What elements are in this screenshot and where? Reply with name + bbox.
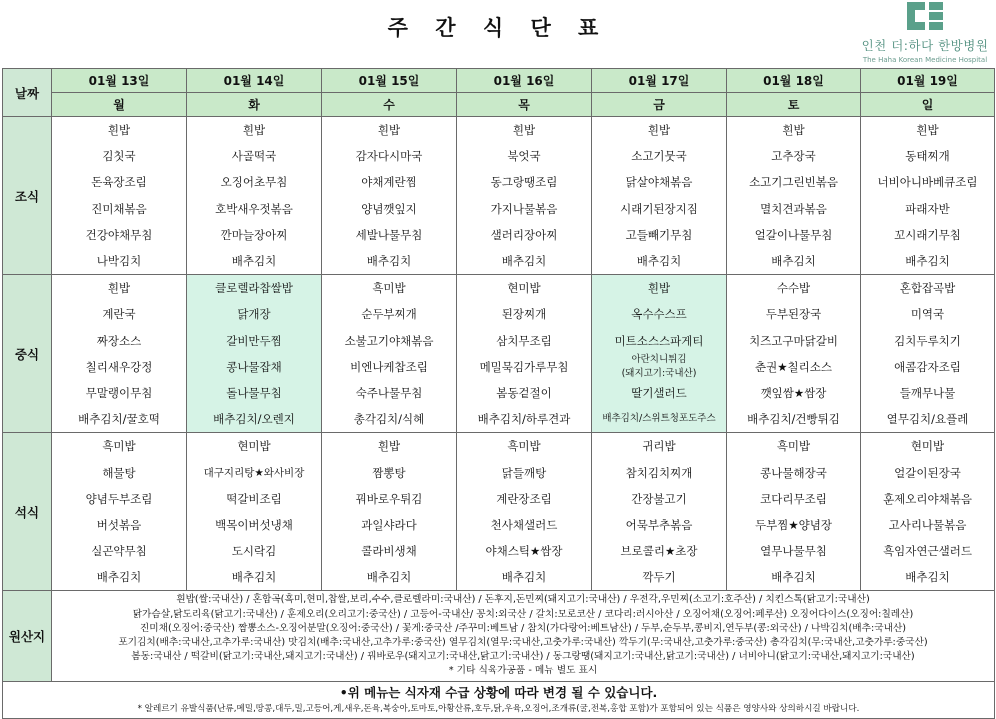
dish-item: 닭들깨탕: [501, 465, 547, 480]
dish-item: 배추김치: [96, 570, 142, 585]
dish-item: 양념두부조림: [85, 491, 153, 506]
breakfast-day-cell: [457, 117, 592, 275]
dish-item: 백목이버섯냉채: [215, 517, 293, 532]
page-title: 주 간 식 단 표: [387, 16, 609, 40]
dish-item: 도시락김: [231, 544, 277, 559]
dish-item: 메밀묵김가루무침: [479, 359, 569, 374]
dish-item: 배추김치: [905, 254, 950, 269]
dish-item: 계란국: [102, 307, 136, 322]
dish-item: 참치김치찌개: [625, 465, 693, 480]
dish-item: 돈육장조림: [91, 175, 147, 190]
dish-item: 흑임자연근샐러드: [883, 544, 972, 559]
dish-item: 배추김치/하루견과: [477, 412, 571, 427]
dish-item: 브로콜리★초장: [620, 544, 698, 559]
date-cell: 01월 13일: [52, 69, 187, 93]
dish-item: 배추김치/건빵튀김: [747, 412, 840, 427]
origin-line: 봄동:국내산 / 떡갈비(닭고기:국내산,돼지고기:국내산) / 꿔바로우(돼지고기:국내산,닭고기:국내산) / 동그랑땡(돼지고기:국내산,닭고기:국내산) / 너비아니(닭고기:국내산,돼지고기:국내산): [131, 651, 915, 663]
dish-item: 숙주나물무침: [355, 385, 423, 400]
dish-item: 열무나물무침: [760, 544, 827, 559]
date-cell: 01월 18일: [727, 69, 861, 93]
dish-item: 깻잎쌈★쌈장: [760, 385, 827, 400]
dish-item: 흰밥: [377, 123, 401, 138]
dish-item: 삼치무조림: [496, 333, 552, 348]
dish-item: 미트소스스파게티: [614, 333, 704, 348]
dish-item: 가지나물볶음: [490, 201, 558, 216]
dish-item: 치즈고구마닭갈비: [749, 333, 838, 348]
dish-item: 아란치니튀김 (돼지고기:국내산): [621, 353, 697, 379]
dish-item: 배추김치: [501, 570, 547, 585]
dish-item: 배추김치: [905, 570, 950, 585]
lunch-day-cell: [727, 275, 861, 433]
dish-item: 두부된장국: [765, 307, 822, 322]
dish-item: 짬뽕탕: [372, 465, 406, 480]
dish-item: 현미밥: [237, 439, 271, 454]
weekday-cell: 토: [727, 93, 861, 117]
breakfast-day-cell: [861, 117, 995, 275]
dish-item: 김칫국: [102, 149, 136, 164]
dish-item: 호박새우젓볶음: [215, 201, 293, 216]
dinner-day-cell: [861, 433, 995, 591]
logo-subtitle: The Haha Korean Medicine Hospital: [862, 56, 988, 64]
weekly-menu-table: [2, 68, 995, 719]
dish-item: 콜라비생채: [361, 544, 417, 559]
dish-item: 해물탕: [102, 465, 136, 480]
dish-item: 배추김치: [636, 254, 682, 269]
dish-item: 흰밥: [512, 123, 536, 138]
date-cell: 01월 14일: [187, 69, 322, 93]
dish-item: 두부찜★양념장: [755, 517, 832, 532]
lunch-day-cell: [322, 275, 457, 433]
dish-item: 흑미밥: [776, 439, 811, 454]
dish-item: 들깨무나물: [899, 385, 956, 400]
origin-info: [52, 591, 995, 681]
dish-item: 딸기샐러드: [631, 385, 687, 400]
dish-item: 배추김치: [231, 570, 277, 585]
dish-item: 고추장국: [771, 149, 816, 164]
dish-item: 현미밥: [507, 281, 541, 296]
dish-item: 깍두기: [642, 570, 676, 585]
dish-item: 꿔바로우튀김: [355, 491, 423, 506]
dish-item: 동태찌개: [905, 149, 950, 164]
dish-item: 옥수수스프: [631, 307, 687, 322]
date-cell: 01월 19일: [861, 69, 995, 93]
weekday-cell: 월: [52, 93, 187, 117]
dish-item: 닭개장: [237, 307, 271, 322]
weekday-cell: 금: [592, 93, 727, 117]
notice-section: [3, 681, 995, 718]
dish-item: 과일샤라다: [361, 517, 417, 532]
origin-line: 닭가슴살,닭도리육(닭고기:국내산) / 훈제오리(오리고기:중국산) / 고등어-국내산/ 꽁치:외국산 / 갈치:모로코산 / 코다리:러시아산 / 오징어채(오징어:페루산) 오징어다이스(오징어:칠레산): [132, 608, 914, 620]
dish-item: 배추김치/오렌지: [213, 412, 295, 427]
dinner-day-cell: [727, 433, 861, 591]
dish-item: 야채계란찜: [361, 175, 417, 190]
dish-item: 춘권★칠리소스: [755, 359, 832, 374]
dish-item: 세발나물무침: [355, 227, 423, 242]
dish-item: 흑미밥: [507, 439, 541, 454]
dish-item: 배추김치/꿀호떡: [78, 412, 160, 427]
date-cell: 01월 16일: [457, 69, 592, 93]
dish-item: 현미밥: [910, 439, 945, 454]
dish-item: 어묵부추볶음: [625, 517, 693, 532]
date-cell: 01월 15일: [322, 69, 457, 93]
lunch-day-cell: [187, 275, 322, 433]
lunch-label: 중식: [3, 275, 52, 433]
breakfast-label: 조식: [3, 117, 52, 275]
date-cell: 01월 17일: [592, 69, 727, 93]
dish-item: 파래자반: [905, 201, 950, 216]
dish-item: 시래기된장지짐: [620, 201, 698, 216]
dish-item: 버섯볶음: [96, 517, 142, 532]
dish-item: 닭살야채볶음: [625, 175, 693, 190]
dish-item: 감자다시마국: [355, 149, 423, 164]
dish-item: 콩나물잡채: [226, 359, 282, 374]
dish-item: 흰밥: [916, 123, 939, 138]
dish-item: 계란장조림: [496, 491, 552, 506]
dish-item: 애콤감자조림: [894, 359, 961, 374]
dish-item: 배추김치: [366, 570, 412, 585]
weekday-cell: 목: [457, 93, 592, 117]
dish-item: 얼갈이나물무침: [754, 227, 833, 242]
dish-item: 흰밥: [107, 281, 131, 296]
breakfast-day-cell: [592, 117, 727, 275]
dish-item: 나박김치: [96, 254, 142, 269]
dish-item: 봄동겉절이: [496, 385, 552, 400]
logo-mark-icon: [907, 2, 943, 30]
dish-item: 간장불고기: [631, 491, 687, 506]
dish-item: 소고기그린빈볶음: [749, 175, 838, 190]
dish-item: 배추김치/스위트청포도주스: [602, 413, 716, 425]
dish-item: 흑미밥: [102, 439, 136, 454]
date-label: 날짜: [3, 69, 52, 117]
dish-item: 동그랑땡조림: [490, 175, 558, 190]
dish-item: 콩나물해장국: [760, 465, 827, 480]
dish-item: 얼갈이된장국: [894, 465, 961, 480]
origin-line: 포기김치(배추:국내산,고추가루:국내산) 맛김치(배추:국내산,고추가루:중국산) 열무김치(열무:국내산,고춧가루:국내산) 깍두기(무:국내산,고춧가루:중국산) 총각김치(무:국내산,고춧가루:중국산): [118, 636, 928, 648]
origin-line: 흰밥(쌀:국내산) / 혼합곡(흑미,현미,찹쌀,보리,수수,클로렐라미:국내산) / 돈후지,돈민찌(돼지고기:국내산) / 우전각,우민찌(소고기:호주산) / 치킨스톡(닭고기:국내산): [176, 594, 870, 606]
dish-item: 천사채샐러드: [490, 517, 558, 532]
dish-item: 코다리무조림: [760, 491, 827, 506]
dish-item: 비엔나케찹조림: [350, 359, 428, 374]
lunch-day-cell: [52, 275, 187, 433]
breakfast-day-cell: [322, 117, 457, 275]
dish-item: 수수밥: [776, 281, 811, 296]
dinner-day-cell: [52, 433, 187, 591]
dish-item: 혼합잡곡밥: [899, 281, 956, 296]
dish-item: 흰밥: [647, 281, 671, 296]
dish-item: 흰밥: [107, 123, 131, 138]
breakfast-day-cell: [727, 117, 861, 275]
dish-item: 흰밥: [782, 123, 805, 138]
dish-item: 소불고기야채볶음: [344, 333, 434, 348]
dish-item: 꼬시래기무침: [894, 227, 961, 242]
dish-item: 고들빼기무침: [625, 227, 693, 242]
hospital-logo: [857, 2, 993, 68]
dish-item: 멸치견과볶음: [760, 201, 827, 216]
dish-item: 배추김치: [771, 254, 816, 269]
logo-name: 인천 더:하다 한방병원: [861, 38, 989, 53]
weekday-cell: 화: [187, 93, 322, 117]
dish-item: 깐마늘장아찌: [220, 227, 288, 242]
dish-item: 짜장소스: [96, 333, 142, 348]
dish-item: 무말랭이무침: [85, 385, 153, 400]
dish-item: 떡갈비조림: [226, 491, 282, 506]
lunch-day-cell: [592, 275, 727, 433]
origin-label: 원산지: [3, 591, 52, 681]
breakfast-day-cell: [52, 117, 187, 275]
dish-item: 배추김치: [771, 570, 816, 585]
lunch-day-cell: [861, 275, 995, 433]
dish-item: 야채스틱★쌈장: [485, 544, 563, 559]
origin-line: 진미채(오징어:중국산) 짬뽕소스-오징어분말(오징어:중국산) / 꽃게:중국산 /주꾸미:베트남 / 참치(가다랑어:베트남산) / 두부,순두부,콩비지,연두부(콩:외국산) / 나박김치(배추:국내산): [139, 622, 907, 634]
dish-item: 진미채볶음: [91, 201, 147, 216]
dish-item: 미역국: [910, 307, 945, 322]
dish-item: 훈제오리야채볶음: [883, 491, 972, 506]
lunch-day-cell: [457, 275, 592, 433]
allergy-notice: * 알레르기 유발식품(난류,메밀,땅콩,대두,밀,고등어,게,새우,돈육,복숭아,토마토,아황산류,호두,닭,우육,오징어,조개류(굴,전복,홍합 포함)가 포함되어 있는 식품은 영양사와 상의하시길 바랍니다.: [137, 703, 860, 714]
dish-item: 총각김치/식혜: [353, 412, 425, 427]
dish-item: 돌나물무침: [226, 385, 282, 400]
dish-item: 실곤약무침: [91, 544, 147, 559]
dish-item: 갈비만두찜: [226, 333, 282, 348]
dish-item: 순두부찌개: [361, 307, 417, 322]
dinner-label: 석식: [3, 433, 52, 591]
dish-item: 열무김치/요플레: [886, 412, 969, 427]
dinner-day-cell: [457, 433, 592, 591]
dish-item: 흑미밥: [372, 281, 406, 296]
dish-item: 클로렐라찹쌀밥: [215, 281, 293, 296]
dish-item: 북엇국: [507, 149, 541, 164]
dish-item: 칠리새우강정: [85, 359, 153, 374]
weekday-cell: 수: [322, 93, 457, 117]
dish-item: 김치두루치기: [894, 333, 961, 348]
weekday-cell: 일: [861, 93, 995, 117]
dish-item: 사골떡국: [231, 149, 277, 164]
dish-item: 된장찌개: [501, 307, 547, 322]
dish-item: 배추김치: [501, 254, 547, 269]
dish-item: 고사리나물볶음: [888, 517, 967, 532]
dinner-day-cell: [187, 433, 322, 591]
dish-item: 귀리밥: [642, 439, 676, 454]
dish-item: 샐러리장아찌: [490, 227, 558, 242]
dish-item: 흰밥: [242, 123, 266, 138]
dish-item: 대구지리탕★와사비장: [203, 466, 305, 479]
dinner-day-cell: [592, 433, 727, 591]
dish-item: 양념깻잎지: [361, 201, 417, 216]
change-notice: •위 메뉴는 식자재 수급 상황에 따라 변경 될 수 있습니다.: [339, 684, 658, 700]
dinner-day-cell: [322, 433, 457, 591]
dish-item: 흰밥: [647, 123, 671, 138]
dish-item: 너비아니바베큐조림: [877, 175, 978, 190]
dish-item: 오징어초무침: [220, 175, 288, 190]
breakfast-day-cell: [187, 117, 322, 275]
dish-item: 배추김치: [366, 254, 412, 269]
dish-item: 소고기뭇국: [631, 149, 687, 164]
dish-item: 건강야채무침: [85, 227, 153, 242]
dish-item: 흰밥: [377, 439, 401, 454]
dish-item: 배추김치: [231, 254, 277, 269]
origin-line: * 기타 식육가공품 - 메뉴 별도 표시: [448, 665, 598, 677]
